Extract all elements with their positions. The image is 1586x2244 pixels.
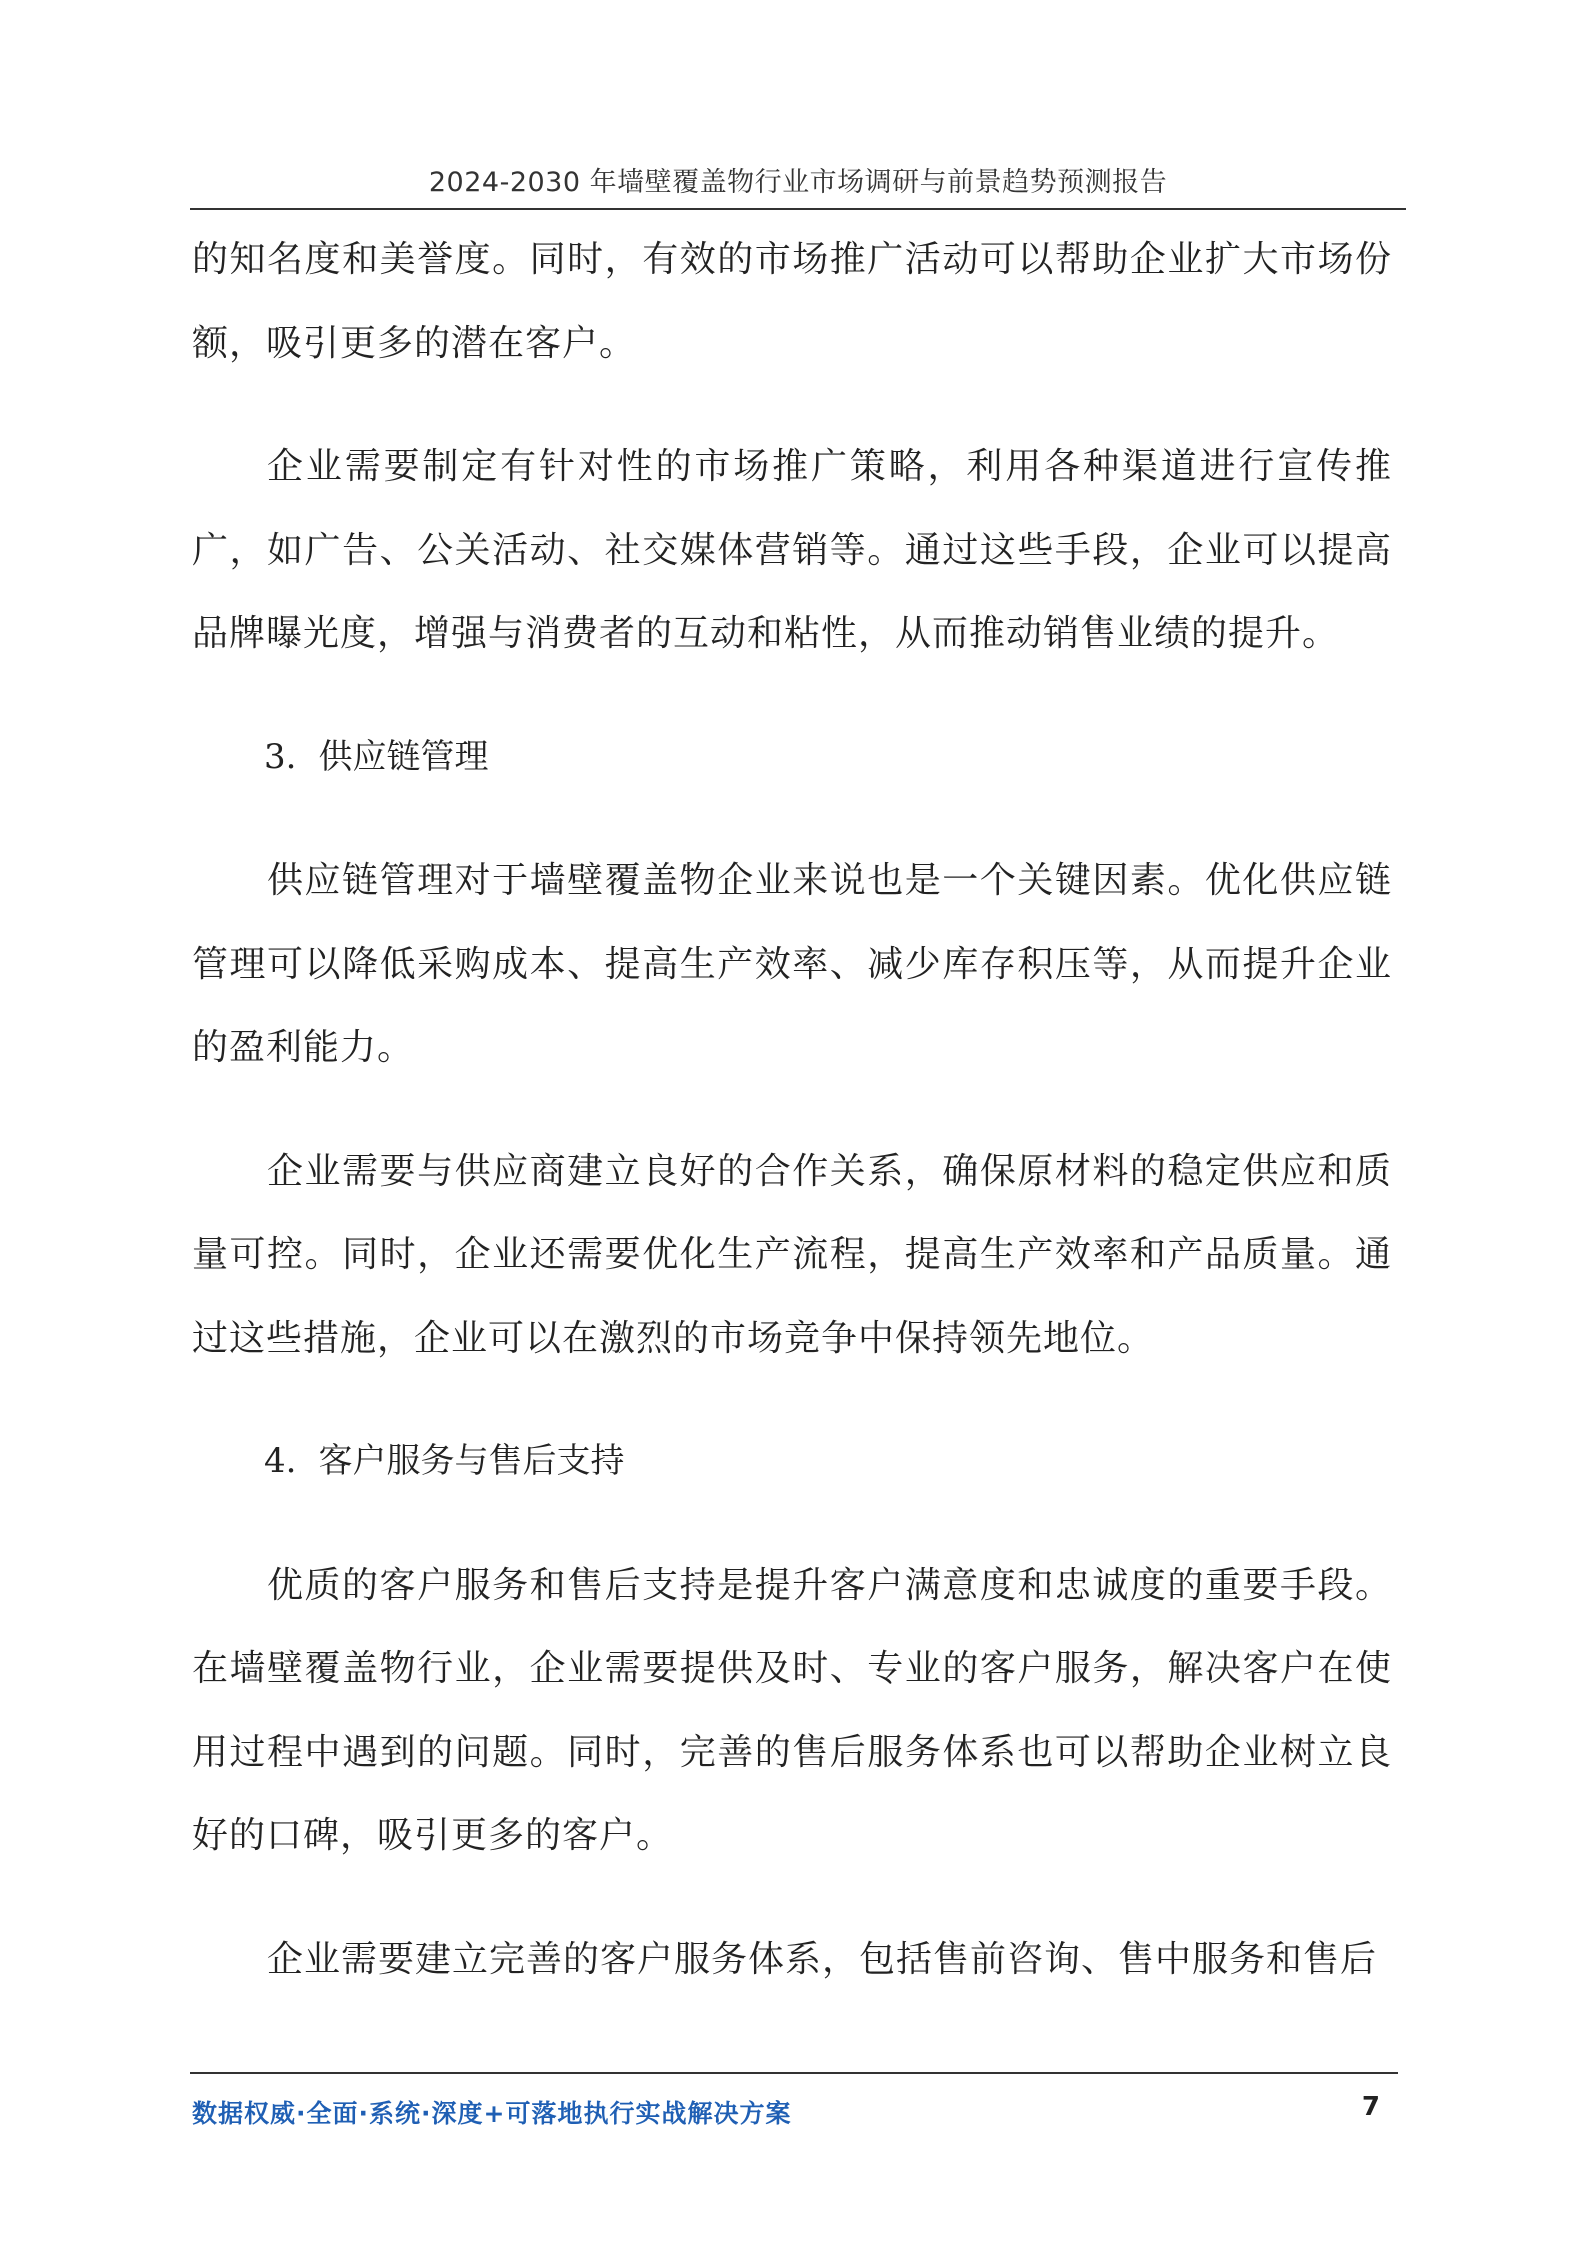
document-body bbox=[192, 218, 1392, 2001]
section-4-heading bbox=[192, 1420, 1392, 1504]
footer-divider bbox=[190, 2072, 1398, 2074]
paragraph-gap bbox=[192, 1878, 1392, 1918]
paragraph-gap bbox=[192, 1090, 1392, 1130]
section-3-number: 3. bbox=[264, 736, 297, 777]
section-3-heading bbox=[192, 716, 1392, 800]
paragraph-gap bbox=[192, 799, 1392, 839]
paragraph-gap bbox=[192, 1504, 1392, 1544]
section-3-title: 供应链管理 bbox=[318, 736, 489, 777]
paragraph-6: 企业需要建立完善的客户服务体系，包括售前咨询、售中服务和售后 bbox=[267, 1938, 1378, 1980]
section-4-title: 客户服务与售后支持 bbox=[318, 1441, 625, 1481]
page-header-title: 2024-2030 年墙壁覆盖物行业市场调研与前景趋势预测报告 bbox=[428, 167, 1168, 198]
section-4-number: 4. bbox=[264, 1441, 297, 1481]
paragraph-4: 企业需要与供应商建立良好的合作关系，确保原材料的稳定供应和质量可控。同时，企业还需要优化生产流程，提高生产效率和产品质量。通过这些措施，企业可以在激烈的市场竞争中保持领先地位。 bbox=[192, 1150, 1392, 1359]
paragraph-5: 优质的客户服务和售后支持是提升客户满意度和忠诚度的重要手段。在墙壁覆盖物行业，企业需要提供及时、专业的客户服务，解决客户在使用过程中遇到的问题。同时，完善的售后服务体系也可以帮助企业树立良好的口碑，吸引更多的客户。 bbox=[192, 1564, 1392, 1856]
paragraph-gap bbox=[192, 676, 1392, 716]
paragraph-1: 的知名度和美誉度。同时，有效的市场推广活动可以帮助企业扩大市场份额，吸引更多的潜在客户。 bbox=[192, 239, 1392, 364]
page-number: 7 bbox=[1361, 2092, 1380, 2122]
header-divider bbox=[190, 208, 1406, 210]
paragraph-gap bbox=[192, 1380, 1392, 1420]
paragraph-gap bbox=[192, 385, 1392, 425]
footer-slogan: 数据权威·全面·系统·深度+可落地执行实战解决方案 bbox=[192, 2099, 792, 2128]
paragraph-3: 供应链管理对于墙壁覆盖物企业来说也是一个关键因素。优化供应链管理可以降低采购成本、提高生产效率、减少库存积压等，从而提升企业的盈利能力。 bbox=[192, 860, 1392, 1068]
paragraph-2: 企业需要制定有针对性的市场推广策略，利用各种渠道进行宣传推广，如广告、公关活动、社交媒体营销等。通过这些手段，企业可以提高品牌曝光度，增强与消费者的互动和粘性，从而推动销售业绩的提升。 bbox=[192, 446, 1392, 654]
